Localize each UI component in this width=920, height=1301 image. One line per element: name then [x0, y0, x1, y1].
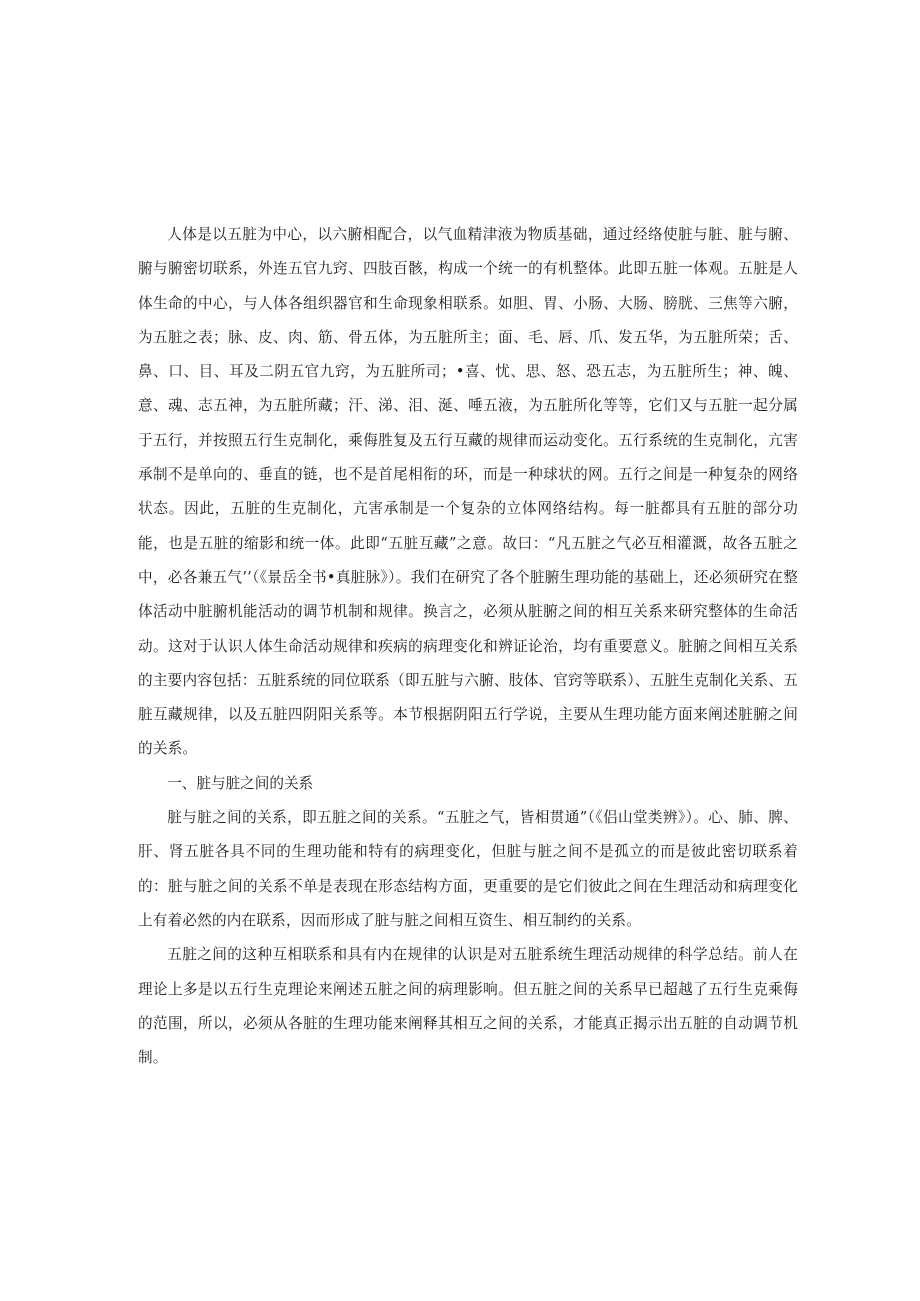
body-paragraph-2: 五脏之间的这种互相联系和具有内在规律的认识是对五脏系统生理活动规律的科学总结。前人在理论上多是以五行生克理论来阐述五脏之间的病理影响。但五脏之间的关系早已超越了五行生克乘侮的范围，所以，必须从各脏的生理功能来阐释其相互之间的关系，才能真正揭示出五脏的自动调节机制。 — [138, 946, 798, 1067]
intro-paragraph: 人体是以五脏为中心，以六腑相配合，以气血精津液为物质基础，通过经络使脏与脏、脏与腑、腑与腑密切联系，外连五官九窍、四肢百骸，构成一个统一的有机整体。此即五脏一体观。五脏是人体生命的中心，与人体各组织器官和生命现象相联系。如胆、胃、小肠、大肠、膀胱、三焦等六腑，为五脏之表；脉、皮、肉、筋、骨五体，为五脏所主；面、毛、唇、爪、发五华，为五脏所荣；舌、鼻、口、目、耳及二阴五官九窍，为五脏所司；•喜、忧、思、怒、恐五志，为五脏所生；神、魄、意、魂、志五神，为五脏所藏；汗、涕、泪、涎、唾五液，为五脏所化等等，它们又与五脏一起分属于五行，并按照五行生克制化，乘侮胜复及五行互藏的规律而运动变化。五行系统的生克制化，亢害承制不是单向的、垂直的链，也不是首尾相衔的环，而是一种球状的网。五行之间是一种复杂的网络状态。因此，五脏的生克制化，亢害承制是一个复杂的立体网络结构。每一脏都具有五脏的部分功能，也是五脏的缩影和统一体。此即“五脏互藏”之意。故曰：“凡五脏之气必互相灌溉，故各五脏之中，必各兼五气’’（《景岳全书•真脏脉》）。我们在研究了各个脏腑生理功能的基础上，还必须研究在整体活动中脏腑机能活动的调节机制和规律。换言之，必须从脏腑之间的相互关系来研究整体的生命活动。这对于认识人体生命活动规律和疾病的病理变化和辨证论治，均有重要意义。脏腑之间相互关系的主要内容包括：五脏系统的同位联系（即五脏与六腑、肢体、官窍等联系）、五脏生克制化关系、五脏互藏规律，以及五脏四阴阳关系等。本节根据阴阳五行学说，主要从生理功能方面来阐述脏腑之间的关系。 — [138, 226, 798, 758]
document-body — [138, 218, 798, 1075]
body-paragraph-1: 脏与脏之间的关系，即五脏之间的关系。“五脏之气，皆相贯通”（《侣山堂类辨》）。心、肺、脾、肝、肾五脏各具不同的生理功能和特有的病理变化，但脏与脏之间不是孤立的而是彼此密切联系着的：脏与脏之间的关系不单是表现在形态结构方面，更重要的是它们彼此之间在生理活动和病理变化上有着必然的内在联系，因而形成了脏与脏之间相互资生、相互制约的关系。 — [138, 809, 798, 929]
section-heading: 一、脏与脏之间的关系 — [167, 774, 314, 792]
